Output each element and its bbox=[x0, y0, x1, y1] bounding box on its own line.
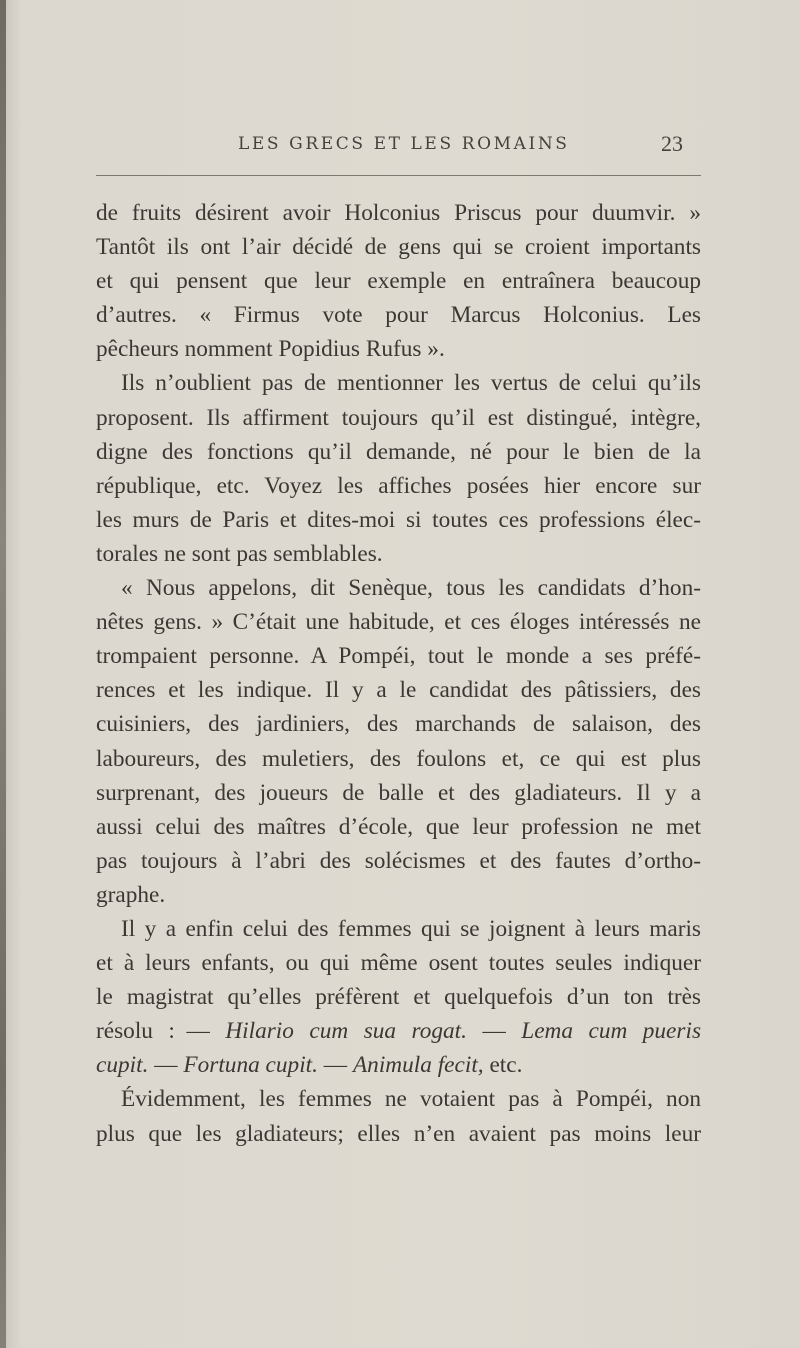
page-number: 23 bbox=[661, 131, 683, 156]
text-line: d’autres. « Firmus vote pour Marcus Holconius. Les bbox=[96, 302, 701, 329]
text-line: laboureurs, des muletiers, des foulons et, ce qui est plus bbox=[96, 745, 701, 772]
text-line: et à leurs enfants, ou qui même osent toutes seules indiquer bbox=[96, 950, 701, 977]
text-line: « Nous appelons, dit Senèque, tous les candidats d’hon- bbox=[121, 575, 701, 602]
latin-inscription: Fortuna cupit. bbox=[183, 1052, 318, 1079]
text-line: aussi celui des maîtres d’école, que leur profession ne met bbox=[96, 813, 701, 840]
text-line-mixed bbox=[96, 1014, 701, 1048]
text-line: les murs de Paris et dites-moi si toutes ces professions élec- bbox=[96, 506, 701, 533]
page-spine-edge bbox=[0, 0, 6, 1348]
text-line: surprenant, des joueurs de balle et des gladiateurs. Il y a bbox=[96, 779, 701, 806]
text-line: digne des fonctions qu’il demande, né pour le bien de la bbox=[96, 438, 701, 465]
text-line: de fruits désirent avoir Holconius Priscus pour duumvir. » bbox=[96, 200, 701, 226]
text-line: proposent. Ils affirment toujours qu’il est distingué, intègre, bbox=[96, 404, 701, 431]
text-line: Ils n’oublient pas de mentionner les vertus de celui qu’ils bbox=[121, 370, 701, 397]
text-line: pas toujours à l’abri des solécismes et des fautes d’ortho- bbox=[96, 847, 701, 874]
text-span: — bbox=[186, 1018, 226, 1045]
text-line: nêtes gens. » C’était une habitude, et ces éloges intéressés ne bbox=[96, 609, 701, 636]
text-span: etc. bbox=[483, 1052, 523, 1079]
text-line: Tantôt ils ont l’air décidé de gens qui se croient importants bbox=[96, 234, 701, 261]
text-line: pêcheurs nomment Popidius Rufus ». bbox=[96, 336, 445, 363]
latin-inscription: cupit. bbox=[96, 1052, 149, 1079]
text-line: cuisiniers, des jardiniers, des marchands de salaison, des bbox=[96, 711, 701, 738]
body-text bbox=[96, 196, 701, 1151]
text-line: rences et les indique. Il y a le candidat des pâtissiers, des bbox=[96, 677, 701, 704]
header-rule bbox=[96, 175, 701, 176]
text-line: et qui pensent que leur exemple en entraînera beaucoup bbox=[96, 268, 701, 295]
text-span: — bbox=[466, 1018, 522, 1045]
text-line-mixed bbox=[96, 1048, 701, 1082]
text-line: Évidemment, les femmes ne votaient pas à Pompéi, non bbox=[121, 1086, 701, 1113]
text-line: république, etc. Voyez les affiches posées hier encore sur bbox=[96, 472, 701, 499]
running-title: LES GRECS ET LES ROMAINS bbox=[238, 134, 570, 154]
text-line: le magistrat qu’elles préfèrent et quelquefois d’un ton très bbox=[96, 984, 701, 1011]
latin-inscription: Lema cum pueris bbox=[521, 1018, 701, 1045]
text-span: — bbox=[148, 1052, 184, 1079]
text-span: — bbox=[317, 1052, 353, 1079]
text-line: plus que les gladiateurs; elles n’en avaient pas moins leur bbox=[96, 1120, 701, 1147]
latin-inscription: Hilario cum sua rogat. bbox=[225, 1018, 467, 1045]
text-line: graphe. bbox=[96, 881, 166, 908]
page-header bbox=[96, 131, 701, 160]
text-line: torales ne sont pas semblables. bbox=[96, 540, 383, 567]
text-line: trompaient personne. A Pompéi, tout le monde a ses préfé- bbox=[96, 643, 701, 670]
latin-inscription: Animula fecit, bbox=[352, 1052, 484, 1079]
text-span: résolu : bbox=[96, 1018, 175, 1045]
text-line: Il y a enfin celui des femmes qui se joignent à leurs maris bbox=[121, 915, 701, 942]
